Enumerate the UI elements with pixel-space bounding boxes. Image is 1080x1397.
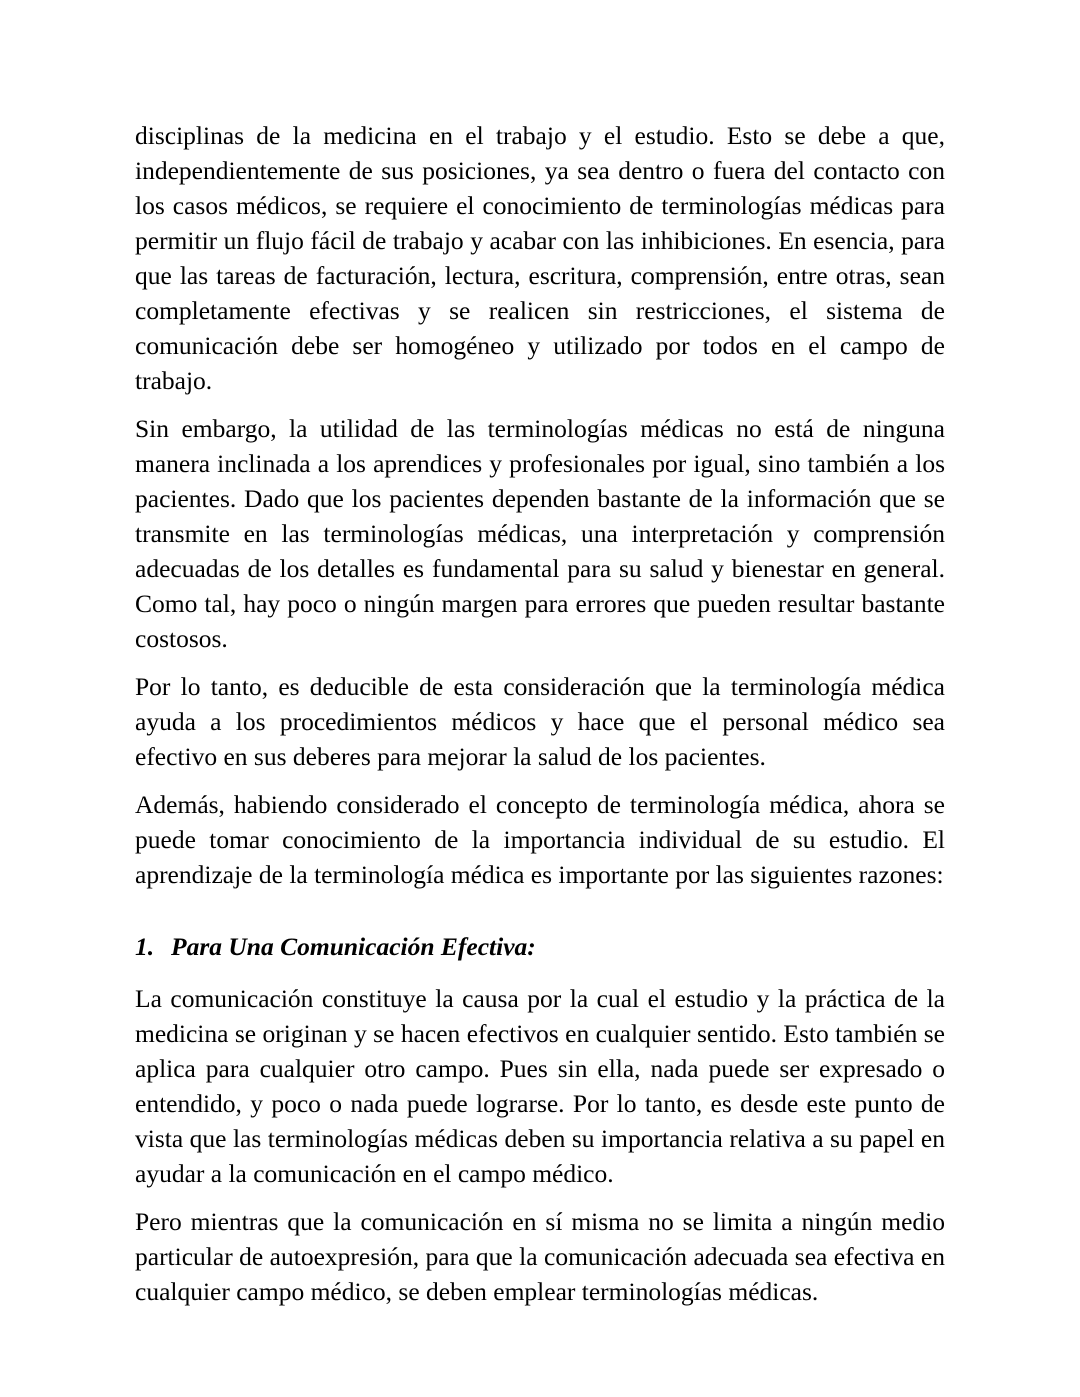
paragraph-disciplinas: disciplinas de la medicina en el trabajo y el estudio. Esto se debe a que, independientemente de sus posiciones, ya sea dentro o fuera del contacto con los casos médicos, se requiere el conocimiento de terminologías médicas para permitir un flujo fácil de trabajo y acabar con las inhibiciones. En esencia, para que las tareas de facturación, lectura, escritura, comprensión, entre otras, sean completamente efectivas y se realicen sin restricciones, el sistema de comunicación debe ser homogéneo y utilizado por todos en el campo de trabajo. bbox=[135, 121, 945, 395]
document-text-column bbox=[135, 118, 945, 1309]
paragraph-ademas: Además, habiendo considerado el concepto de terminología médica, ahora se puede tomar conocimiento de la importancia individual de su estudio. El aprendizaje de la terminología médica es importante por las siguientes razones: bbox=[135, 790, 945, 889]
heading-list-number: 1. bbox=[135, 932, 155, 961]
paragraph-la-comunicacion: La comunicación constituye la causa por la cual el estudio y la práctica de la medicina se originan y se hacen efectivos en cualquier sentido. Esto también se aplica para cualquier otro campo. Pues sin ella, nada puede ser expresado o entendido, y poco o nada puede lograrse. Por lo tanto, es desde este punto de vista que las terminologías médicas deben su importancia relativa a su papel en ayudar a la comunicación en el campo médico. bbox=[135, 984, 945, 1188]
paragraph-pero-mientras: Pero mientras que la comunicación en sí misma no se limita a ningún medio particular de autoexpresión, para que la comunicación adecuada sea efectiva en cualquier campo médico, se deben emplear terminologías médicas. bbox=[135, 1207, 945, 1306]
heading-comunicacion-efectiva bbox=[135, 929, 945, 964]
heading-label: Para Una Comunicación Efectiva: bbox=[171, 932, 536, 961]
paragraph-sin-embargo: Sin embargo, la utilidad de las terminologías médicas no está de ninguna manera inclinada a los aprendices y profesionales por igual, sino también a los pacientes. Dado que los pacientes dependen bastante de la información que se transmite en las terminologías médicas, una interpretación y comprensión adecuadas de los detalles es fundamental para su salud y bienestar en general. Como tal, hay poco o ningún margen para errores que pueden resultar bastante costosos. bbox=[135, 414, 945, 653]
paragraph-por-lo-tanto: Por lo tanto, es deducible de esta consideración que la terminología médica ayuda a los procedimientos médicos y hace que el personal médico sea efectivo en sus deberes para mejorar la salud de los pacientes. bbox=[135, 672, 945, 771]
